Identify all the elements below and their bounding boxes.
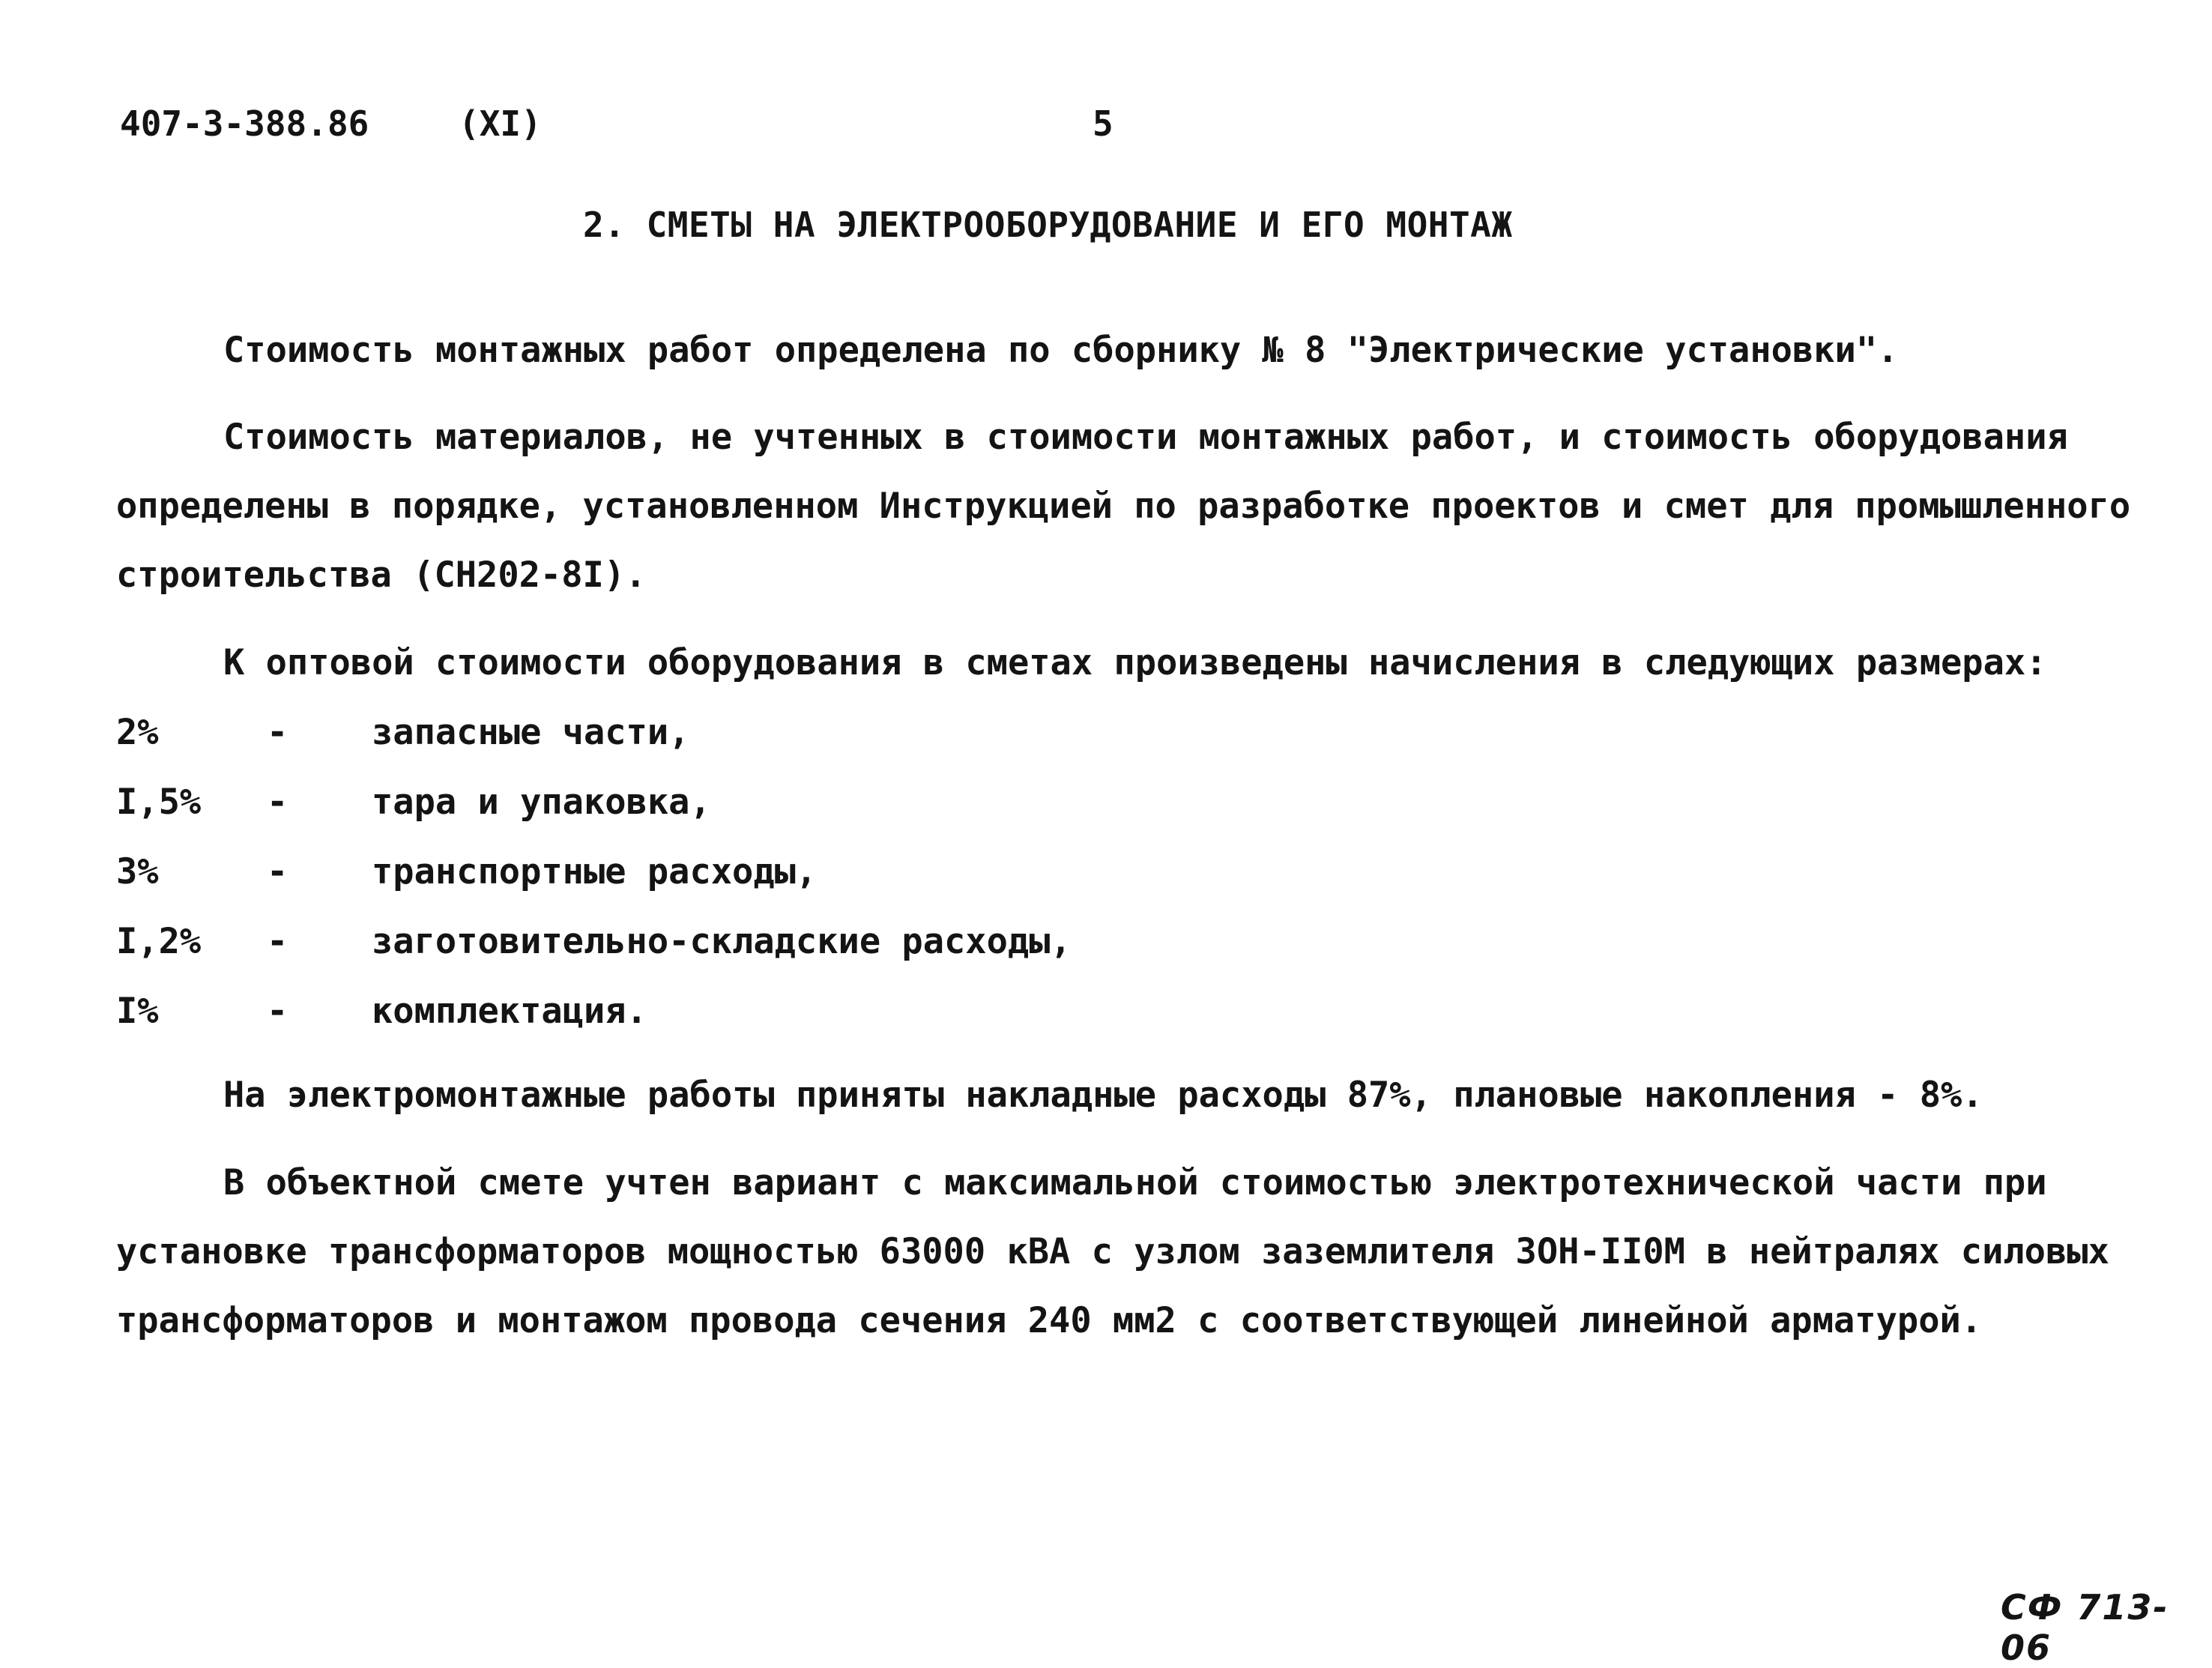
- charge-dash: -: [267, 851, 288, 892]
- charge-percent: 3%: [116, 851, 159, 892]
- charge-percent: I,2%: [116, 921, 202, 962]
- charge-dash: -: [267, 921, 288, 962]
- footer-stamp: СФ 713-06: [2001, 1587, 2169, 1668]
- section-title: 2. СМЕТЫ НА ЭЛЕКТРООБОРУДОВАНИЕ И ЕГО МОНТАЖ: [583, 205, 1513, 245]
- charge-dash: -: [267, 782, 288, 823]
- paragraph-overheads: На электромонтажные работы приняты накладные расходы 87%, плановые накопления - 8%.: [223, 1075, 1983, 1116]
- charge-percent: I,5%: [116, 782, 202, 823]
- paragraph-line: строительства (СН202-8I).: [116, 555, 647, 596]
- paragraph-line: трансформаторов и монтажом провода сечения 240 мм2 с соответствующей линейной арматурой.: [116, 1300, 1983, 1341]
- paragraph-line: определены в порядке, установленном Инструкцией по разработке проектов и смет для промышленного: [116, 486, 2131, 527]
- charge-percent: 2%: [116, 712, 159, 753]
- charge-label: запасные части,: [372, 712, 690, 753]
- charge-percent: I%: [116, 991, 159, 1032]
- charge-label: транспортные расходы,: [372, 851, 818, 892]
- charge-label: тара и упаковка,: [372, 782, 711, 823]
- paragraph-line: В объектной смете учтен вариант с максимальной стоимостью электротехнической части при: [223, 1162, 2047, 1203]
- charge-label: комплектация.: [372, 991, 647, 1032]
- charge-dash: -: [267, 991, 288, 1032]
- document-code: 407-3-388.86: [120, 103, 369, 144]
- paragraph-line: Стоимость материалов, не учтенных в стоимости монтажных работ, и стоимость оборудования: [223, 417, 2068, 458]
- paragraph-charges-intro: К оптовой стоимости оборудования в сметах произведены начисления в следующих размерах:: [223, 642, 2047, 683]
- paragraph-install-cost: Стоимость монтажных работ определена по сборнику № 8 "Электрические установки".: [223, 330, 1899, 371]
- section-number: (XI): [459, 103, 542, 144]
- charge-label: заготовительно-складские расходы,: [372, 921, 1072, 962]
- charge-dash: -: [267, 712, 288, 753]
- page-number: 5: [1093, 103, 1113, 144]
- paragraph-line: установке трансформаторов мощностью 63000 кВА с узлом заземлителя ЗОН-II0М в нейтралях силовых: [116, 1231, 2109, 1272]
